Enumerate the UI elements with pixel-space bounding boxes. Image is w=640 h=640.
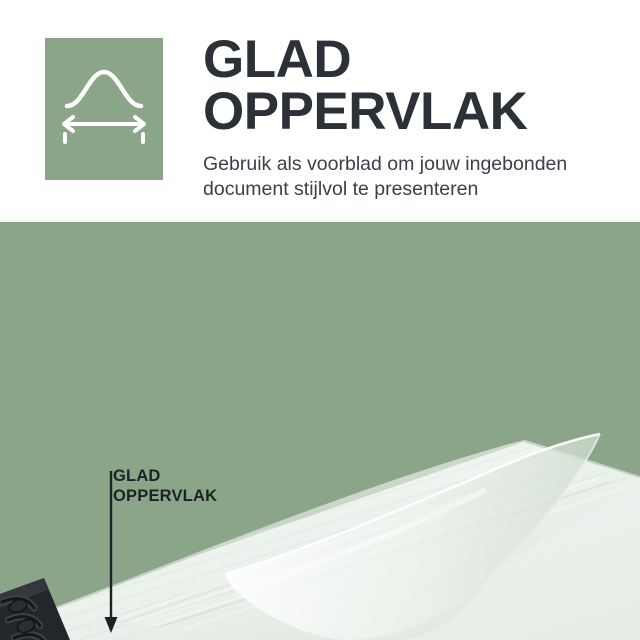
callout-label <box>113 467 217 507</box>
title-line-2: OPPERVLAK <box>203 81 528 141</box>
title-block <box>203 30 623 202</box>
callout-line-1: GLAD <box>113 467 161 485</box>
smooth-surface-icon <box>45 38 163 180</box>
page-subtitle: Gebruik als voorblad om jouw ingebonden document stijlvol te presenteren <box>203 152 568 200</box>
page-title <box>203 30 623 141</box>
callout-line-2: OPPERVLAK <box>113 486 218 505</box>
title-line-1: GLAD <box>203 30 352 89</box>
header-section <box>0 0 640 222</box>
product-photo <box>0 222 640 640</box>
